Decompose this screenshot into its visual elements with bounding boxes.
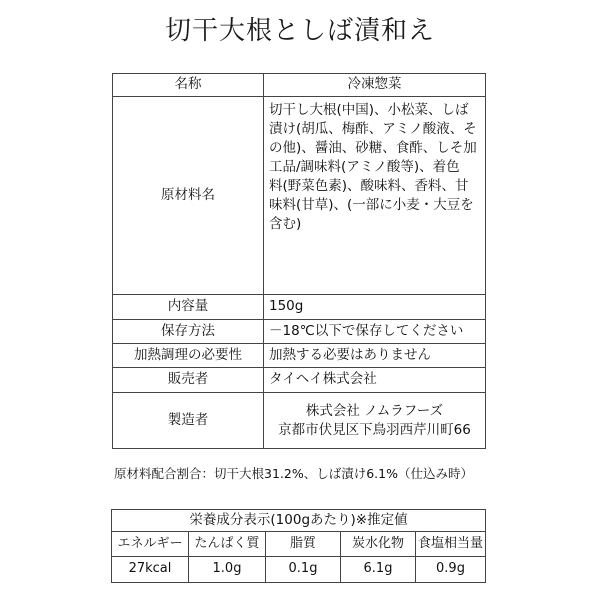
ingredients-line: 味料(甘草)、(一部に小麦・大豆を bbox=[269, 197, 474, 213]
spec-row-heating bbox=[113, 344, 486, 368]
maker-name: 株式会社 ノムラフーズ bbox=[305, 402, 444, 419]
ingredients-line: の他)、醤油、砂糖、食酢、しそ加 bbox=[269, 140, 477, 156]
nutrition-value-energy: 27kcal bbox=[112, 557, 189, 583]
ingredients-label: 原材料名 bbox=[113, 97, 264, 295]
seller-value: タイヘイ株式会社 bbox=[264, 368, 486, 393]
ingredients-line: 切干し大根(中国)、小松菜、しば bbox=[269, 102, 469, 118]
spec-row-name bbox=[113, 74, 486, 97]
spec-row-ingredients bbox=[113, 97, 486, 295]
ingredients-line: 料(野菜色素)、酸味料、香料、甘 bbox=[269, 178, 469, 194]
spec-row-content bbox=[113, 295, 486, 320]
name-value: 冷凍惣菜 bbox=[264, 74, 486, 97]
nutrition-header-salt: 食塩相当量 bbox=[416, 532, 486, 557]
nutrition-header-row bbox=[112, 532, 486, 557]
heating-label: 加熱調理の必要性 bbox=[113, 344, 264, 368]
nutrition-caption-row bbox=[112, 510, 486, 532]
nutrition-value-fat: 0.1g bbox=[266, 557, 341, 583]
nutrition-header-carbohydrate: 炭水化物 bbox=[341, 532, 416, 557]
nutrition-header-protein: たんぱく質 bbox=[189, 532, 266, 557]
heating-value: 加熱する必要はありません bbox=[264, 344, 486, 368]
nutrition-header-fat: 脂質 bbox=[266, 532, 341, 557]
content-value: 150g bbox=[264, 295, 486, 320]
ingredients-line: 含む) bbox=[269, 216, 302, 232]
product-spec-table bbox=[112, 73, 486, 449]
page-title: 切干大根としば漬和え bbox=[164, 16, 435, 46]
maker-label: 製造者 bbox=[113, 393, 264, 449]
storage-value: －18℃以下で保存してください bbox=[264, 320, 486, 344]
nutrition-value-salt: 0.9g bbox=[416, 557, 486, 583]
name-label: 名称 bbox=[113, 74, 264, 97]
ingredients-value bbox=[264, 97, 486, 295]
spec-row-storage bbox=[113, 320, 486, 344]
nutrition-value-carbohydrate: 6.1g bbox=[341, 557, 416, 583]
spec-row-maker bbox=[113, 393, 486, 449]
maker-value bbox=[264, 393, 486, 449]
nutrition-caption: 栄養成分表示(100gあたり)※推定値 bbox=[112, 510, 486, 532]
ingredients-line: 漬け(胡瓜、梅酢、アミノ酸液、そ bbox=[269, 121, 477, 137]
nutrition-value-protein: 1.0g bbox=[189, 557, 266, 583]
ingredients-line: 工品/調味料(アミノ酸等)、着色 bbox=[269, 159, 460, 175]
nutrition-value-row bbox=[112, 557, 486, 583]
spec-row-seller bbox=[113, 368, 486, 393]
seller-label: 販売者 bbox=[113, 368, 264, 393]
maker-address: 京都市伏見区下鳥羽西芹川町66 bbox=[278, 421, 471, 438]
content-label: 内容量 bbox=[113, 295, 264, 320]
nutrition-header-energy: エネルギー bbox=[112, 532, 189, 557]
storage-label: 保存方法 bbox=[113, 320, 264, 344]
nutrition-table bbox=[111, 509, 486, 583]
ingredient-ratio-note: 原材料配合割合：切干大根31.2%、しば漬け6.1%（仕込み時） bbox=[114, 466, 473, 481]
